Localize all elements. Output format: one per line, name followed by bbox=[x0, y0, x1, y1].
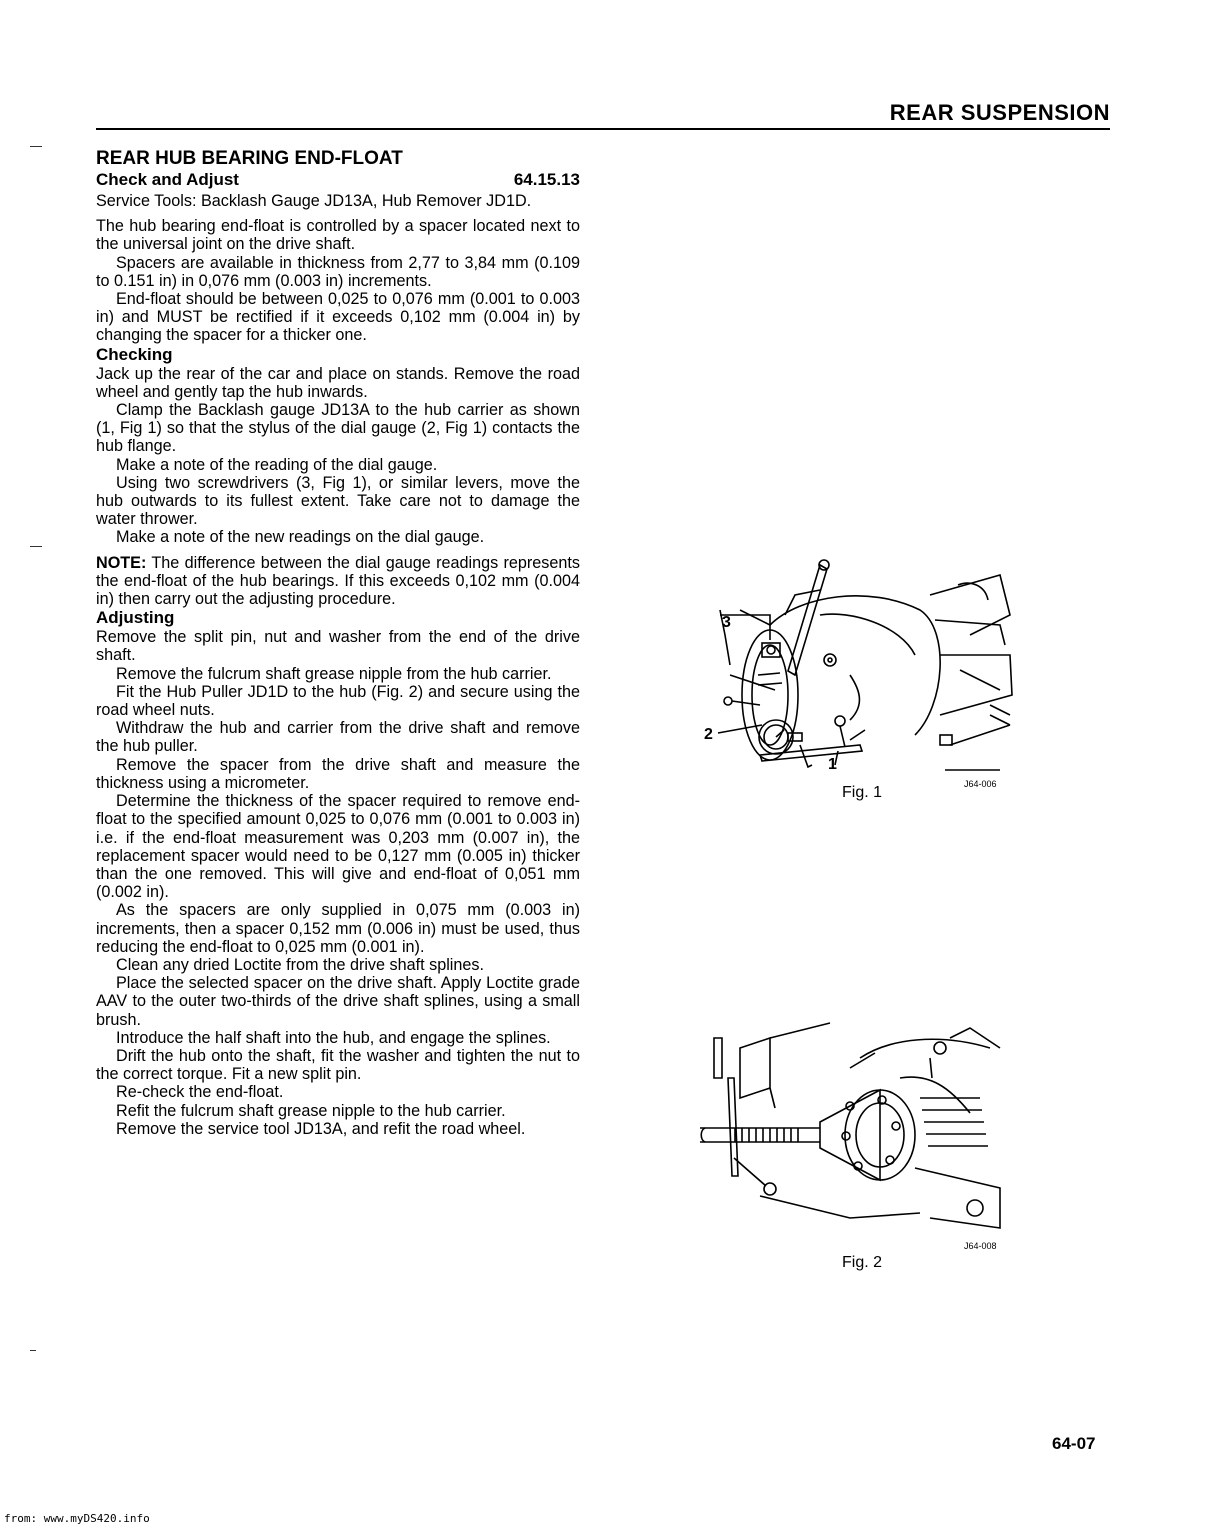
adjusting-paragraph: Remove the split pin, nut and washer from the end of the drive shaft. bbox=[96, 628, 580, 665]
checking-paragraph: Make a note of the reading of the dial gauge. bbox=[116, 455, 438, 474]
fig2-caption: Fig. 2 bbox=[842, 1254, 883, 1271]
note-label: NOTE: bbox=[96, 553, 147, 572]
checking-paragraph: Using two screwdrivers (3, Fig 1), or similar levers, move the hub outwards to its fullest extent. Take care not to damage the water thrower. bbox=[96, 473, 580, 529]
checking-paragraph: Make a note of the new readings on the dial gauge. bbox=[116, 528, 485, 547]
intro-paragraph: End-float should be between 0,025 to 0,076 mm (0.001 to 0.003 in) and MUST be rectified if it exceeds 0,102 mm (0.004 in) by changing the spacer for a thicker one. bbox=[96, 290, 580, 345]
adjusting-paragraph: Clean any dried Loctite from the drive shaft splines. bbox=[116, 955, 485, 974]
adjusting-paragraph: Remove the service tool JD13A, and refit the road wheel. bbox=[116, 1119, 526, 1138]
adjusting-paragraph: Drift the hub onto the shaft, fit the washer and tighten the nut to the correct torque. Fit a new split pin. bbox=[96, 1046, 580, 1084]
adjusting-paragraph: Fit the Hub Puller JD1D to the hub (Fig. 2) and secure using the road wheel nuts. bbox=[96, 682, 580, 720]
margin-mark bbox=[30, 1350, 36, 1351]
adjusting-paragraph: Re-check the end-float. bbox=[116, 1083, 284, 1102]
fig1-label-2: 2 bbox=[704, 726, 713, 743]
adjusting-paragraph: Remove the fulcrum shaft grease nipple from the hub carrier. bbox=[116, 664, 552, 683]
page-number: 64-07 bbox=[1052, 1434, 1096, 1453]
adjusting-paragraph: Withdraw the hub and carrier from the drive shaft and remove the hub puller. bbox=[96, 719, 580, 756]
intro-paragraph: Service Tools: Backlash Gauge JD13A, Hub Remover JD1D. bbox=[96, 192, 532, 210]
fig2-ref: J64-008 bbox=[964, 1241, 997, 1251]
fig1-illustration bbox=[700, 555, 1030, 790]
operation-code: 64.15.13 bbox=[513, 170, 580, 189]
section-subtitle: Check and Adjust bbox=[96, 170, 239, 189]
main-column bbox=[96, 148, 580, 1138]
note-paragraph bbox=[96, 554, 580, 609]
section-subtitle-row bbox=[96, 170, 580, 190]
adjusting-paragraph: Determine the thickness of the spacer required to remove end-float to the specified amount 0,025 to 0,076 mm (0.001 to 0.003 in) i.e. if the end-float measurement was 0,203 mm (0.007 in), the replacement spacer would need to be 0,127 mm (0.005 in) thicker than the one removed. This will give and end-float of 0,051 mm (0.002 in). bbox=[96, 792, 580, 902]
checking-paragraph: Jack up the rear of the car and place on stands. Remove the road wheel and gently tap the hub inwards. bbox=[96, 364, 580, 401]
checking-paragraph: Clamp the Backlash gauge JD13A to the hub carrier as shown (1, Fig 1) so that the stylus of the dial gauge (2, Fig 1) contacts the hub flange. bbox=[96, 401, 580, 456]
intro-paragraph: Spacers are available in thickness from 2,77 to 3,84 mm (0.109 to 0.151 in) in 0,076 mm (0.003 in) increments. bbox=[96, 253, 580, 290]
fig2-illustration bbox=[700, 1018, 1010, 1253]
fig1-label-3: 3 bbox=[722, 614, 731, 631]
intro-paragraph: The hub bearing end-float is controlled by a spacer located next to the universal joint on the drive shaft. bbox=[96, 217, 580, 254]
checking-heading: Checking bbox=[96, 344, 173, 364]
header-title: REAR SUSPENSION bbox=[889, 100, 1110, 125]
fig1-caption: Fig. 1 bbox=[842, 784, 883, 801]
section-title: REAR HUB BEARING END-FLOAT bbox=[96, 148, 403, 169]
adjusting-paragraph: As the spacers are only supplied in 0,075 mm (0.003 in) increments, then a spacer 0,152 mm (0.006 in) must be used, thus reducing the end-float to 0,025 mm (0.001 in). bbox=[96, 901, 580, 956]
adjusting-paragraph: Introduce the half shaft into the hub, and engage the splines. bbox=[116, 1028, 551, 1047]
page-header bbox=[96, 100, 1110, 130]
margin-mark bbox=[30, 146, 42, 147]
adjusting-paragraph: Refit the fulcrum shaft grease nipple to the hub carrier. bbox=[116, 1101, 506, 1120]
fig1-label-1: 1 bbox=[828, 756, 837, 773]
adjusting-heading: Adjusting bbox=[96, 608, 175, 628]
margin-mark bbox=[30, 546, 42, 547]
fig1-ref: J64-006 bbox=[964, 779, 997, 789]
adjusting-paragraph: Place the selected spacer on the drive shaft. Apply Loctite grade AAV to the outer two-thirds of the drive shaft splines, using a small brush. bbox=[96, 974, 580, 1029]
adjusting-paragraph: Remove the spacer from the drive shaft and measure the thickness using a micrometer. bbox=[96, 755, 580, 792]
note-text: The difference between the dial gauge readings represents the end-float of the hub bearings. If this exceeds 0,102 mm (0.004 in) then carry out the adjusting procedure. bbox=[96, 553, 580, 609]
footer-source: from: www.myDS420.info bbox=[4, 1512, 150, 1525]
